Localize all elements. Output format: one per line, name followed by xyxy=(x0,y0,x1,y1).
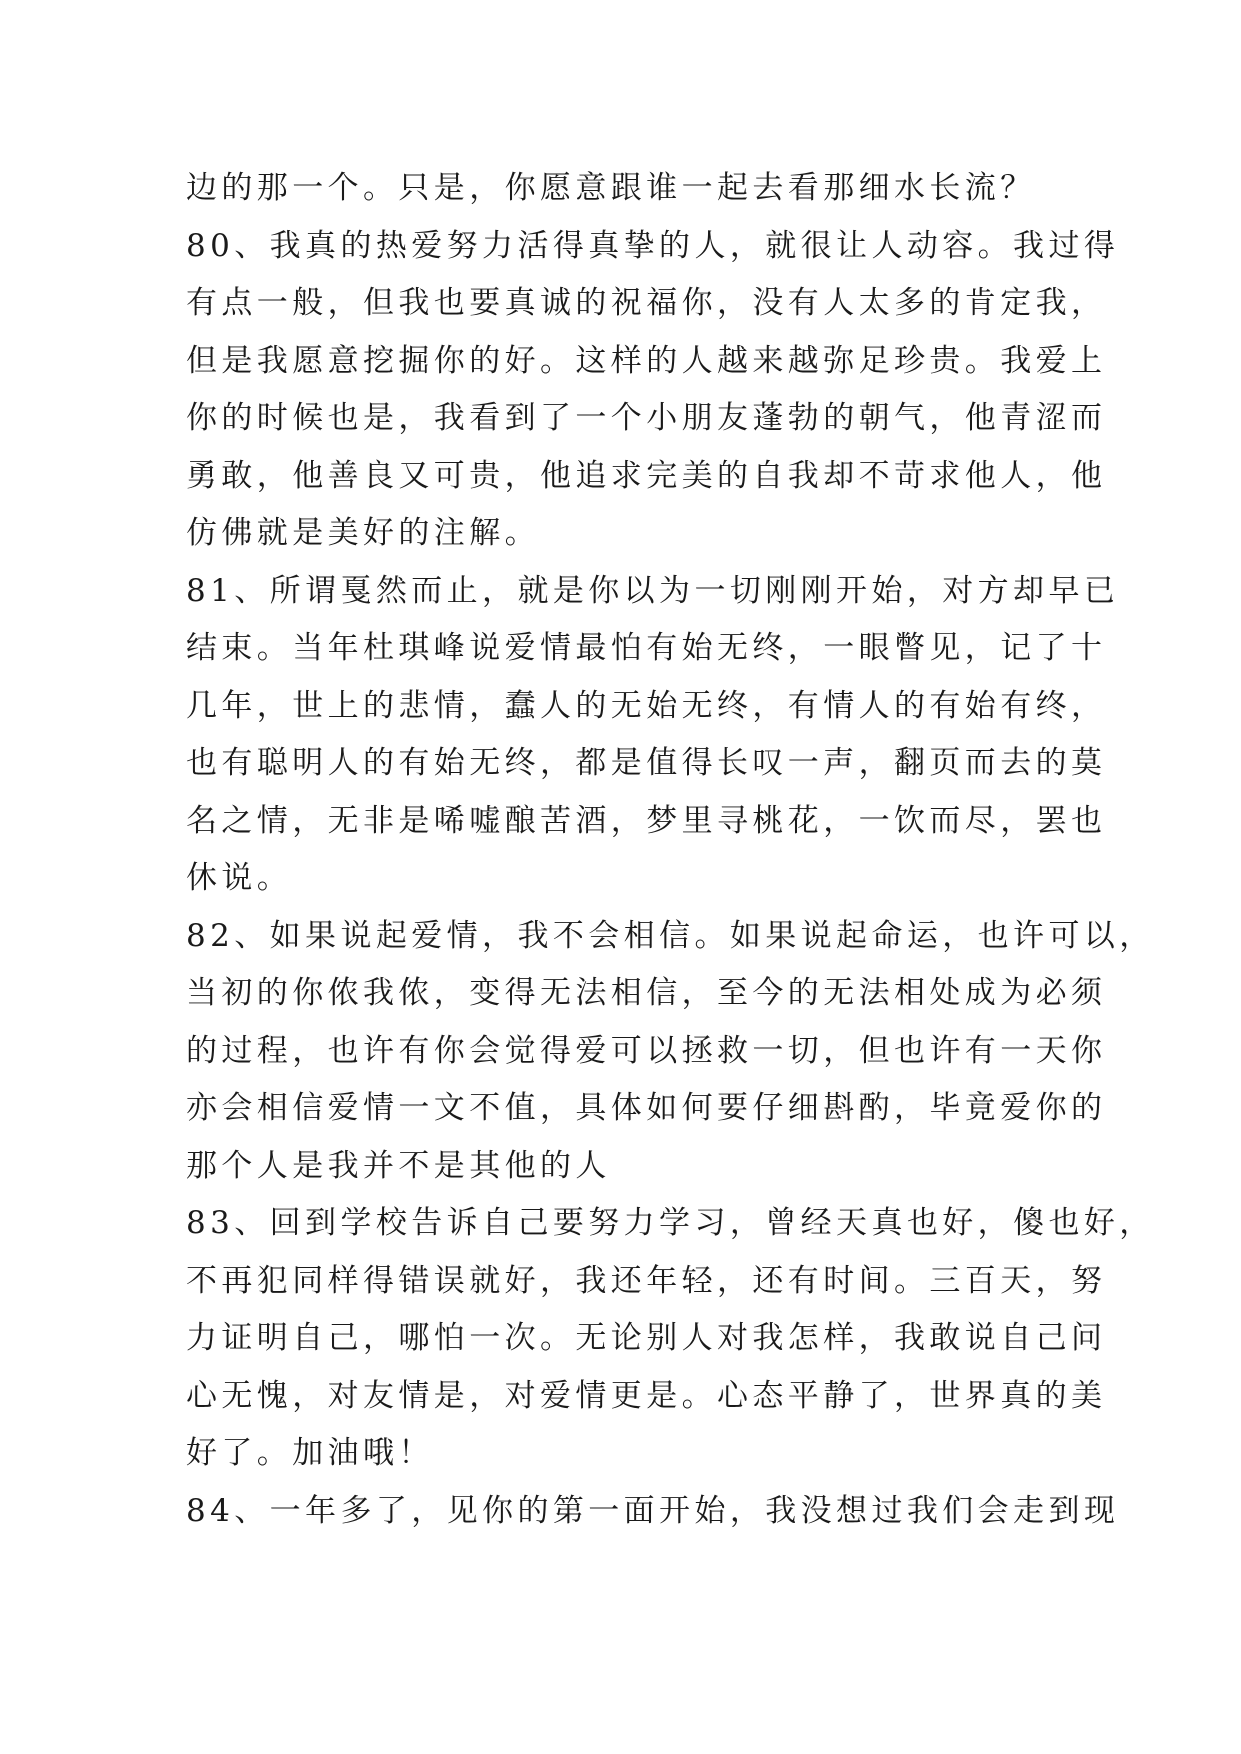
text-line: 也有聪明人的有始无终，都是值得长叹一声，翻页而去的莫 xyxy=(186,745,1107,781)
text-line: 81、所谓戛然而止，就是你以为一切刚刚开始，对方却早已 xyxy=(186,572,1120,609)
text-line: 80、我真的热爱努力活得真挚的人，就很让人动容。我过得 xyxy=(186,227,1120,264)
text-line: 力证明自己，哪怕一次。无论别人对我怎样，我敢说自己问 xyxy=(186,1320,1107,1356)
text-line: 亦会相信爱情一文不值，具体如何要仔细斟酌，毕竟爱你的 xyxy=(186,1090,1107,1126)
text-line: 当初的你侬我侬，变得无法相信，至今的无法相处成为必须 xyxy=(186,975,1107,1011)
text-line: 心无愧，对友情是，对爱情更是。心态平静了，世界真的美 xyxy=(186,1377,1107,1414)
text-line: 82、如果说起爱情，我不会相信。如果说起命运，也许可以， xyxy=(186,917,1155,954)
text-line: 有点一般，但我也要真诚的祝福你，没有人太多的肯定我， xyxy=(186,285,1107,321)
text-line: 边的那一个。只是，你愿意跟谁一起去看那细水长流？ xyxy=(186,170,1036,206)
text-line: 的过程，也许有你会觉得爱可以拯救一切，但也许有一天你 xyxy=(186,1032,1107,1069)
text-line: 84、一年多了，见你的第一面开始，我没想过我们会走到现 xyxy=(186,1492,1120,1529)
text-line: 不再犯同样得错误就好，我还年轻，还有时间。三百天，努 xyxy=(186,1262,1107,1299)
text-line: 好了。加油哦！ xyxy=(186,1435,434,1471)
text-line: 休说。 xyxy=(186,860,293,896)
text-line: 仿佛就是美好的注解。 xyxy=(186,515,540,551)
text-line: 名之情，无非是唏嘘酿苦酒，梦里寻桃花，一饮而尽，罢也 xyxy=(186,802,1107,839)
text-line: 你的时候也是，我看到了一个小朋友蓬勃的朝气，他青涩而 xyxy=(186,400,1107,436)
text-line: 勇敢，他善良又可贵，他追求完美的自我却不苛求他人，他 xyxy=(186,457,1107,494)
text-line: 83、回到学校告诉自己要努力学习，曾经天真也好，傻也好， xyxy=(186,1205,1155,1241)
body-text xyxy=(186,160,1155,1540)
text-line: 几年，世上的悲情，蠢人的无始无终，有情人的有始有终， xyxy=(186,687,1107,724)
text-line: 那个人是我并不是其他的人 xyxy=(186,1147,611,1184)
text-line: 但是我愿意挖掘你的好。这样的人越来越弥足珍贵。我爱上 xyxy=(186,342,1107,379)
text-line: 结束。当年杜琪峰说爱情最怕有始无终，一眼瞥见，记了十 xyxy=(186,630,1107,666)
